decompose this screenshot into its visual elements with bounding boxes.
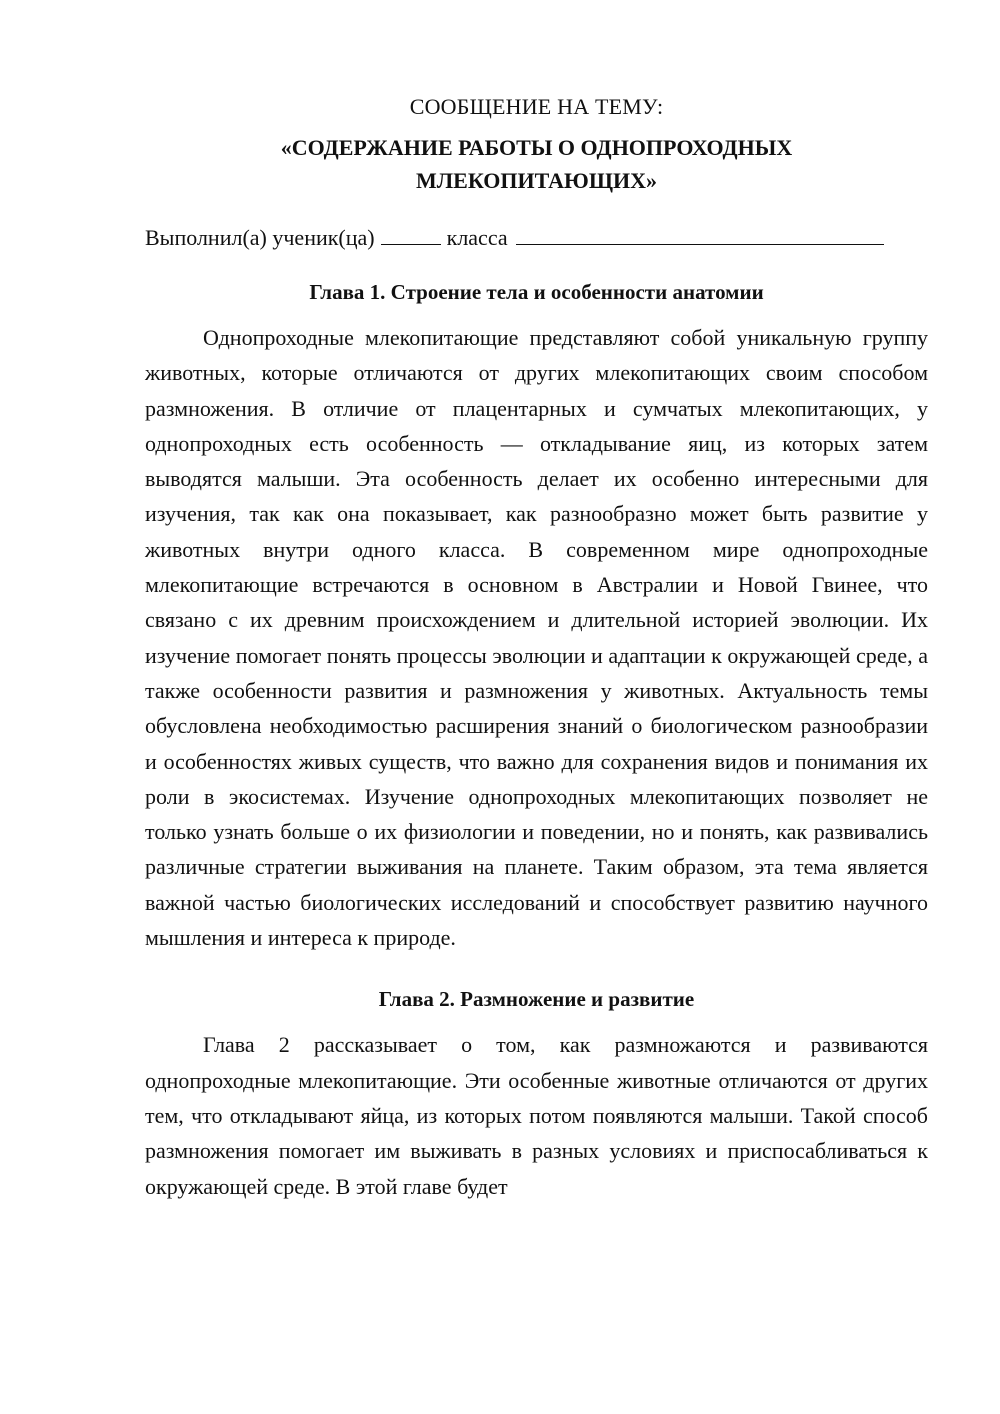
chapter-1-heading: Глава 1. Строение тела и особенности анатомии	[309, 280, 764, 304]
chapter-2-heading: Глава 2. Размножение и развитие	[378, 987, 695, 1012]
class-number-blank	[381, 222, 441, 245]
chapter-2-paragraph: Глава 2 рассказывает о том, как размножаются и развиваются однопроходные млекопитающие. Эти особенные животные отличаются от других тем, что откладывают яйца, из которых потом появляются малыши. Такой способ размножения помогает им выживать в разных условиях и приспосабливаться к окружающей среде. В этой главе будет	[145, 1032, 928, 1199]
author-prefix: Выполнил(а) ученик(ца)	[145, 225, 375, 250]
class-word: класса	[446, 225, 508, 250]
document-topic: СООБЩЕНИЕ НА ТЕМУ:	[409, 94, 664, 119]
chapter-1-paragraph: Однопроходные млекопитающие представляют собой уникальную группу животных, которые отличаются от других млекопитающих своим способом размножения. В отличие от плацентарных и сумчатых млекопитающих, у однопроходных есть особенность — откладывание яиц, из которых затем выводятся малыши. Эта особенность делает их особенно интересными для изучения, так как она показывает, как разнообразно может быть развитие у животных внутри одного класса. В современном мире однопроходные млекопитающие встречаются в основном в Австралии и Новой Гвинее, что связано с их древним происхождением и длительной историей эволюции. Их изучение помогает понять процессы эволюции и адаптации к окружающей среде, а также особенности развития и размножения у животных. Актуальность темы обусловлена необходимостью расширения знаний о биологическом разнообразии и особенностях живых существ, что важно для сохранения видов и понимания их роли в экосистемах. Изучение однопроходных млекопитающих позволяет не только узнать больше о их физиологии и поведении, но и понять, как развивались различные стратегии выживания на планете. Таким образом, эта тема является важной частью биологических исследований и способствует развитию научного мышления и интереса к природе.	[145, 325, 928, 951]
author-line	[145, 221, 928, 254]
document-title: «СОДЕРЖАНИЕ РАБОТЫ О ОДНОПРОХОДНЫХ МЛЕКОПИТАЮЩИХ»	[280, 135, 793, 193]
document-content	[145, 90, 928, 1204]
student-name-blank	[516, 222, 884, 245]
